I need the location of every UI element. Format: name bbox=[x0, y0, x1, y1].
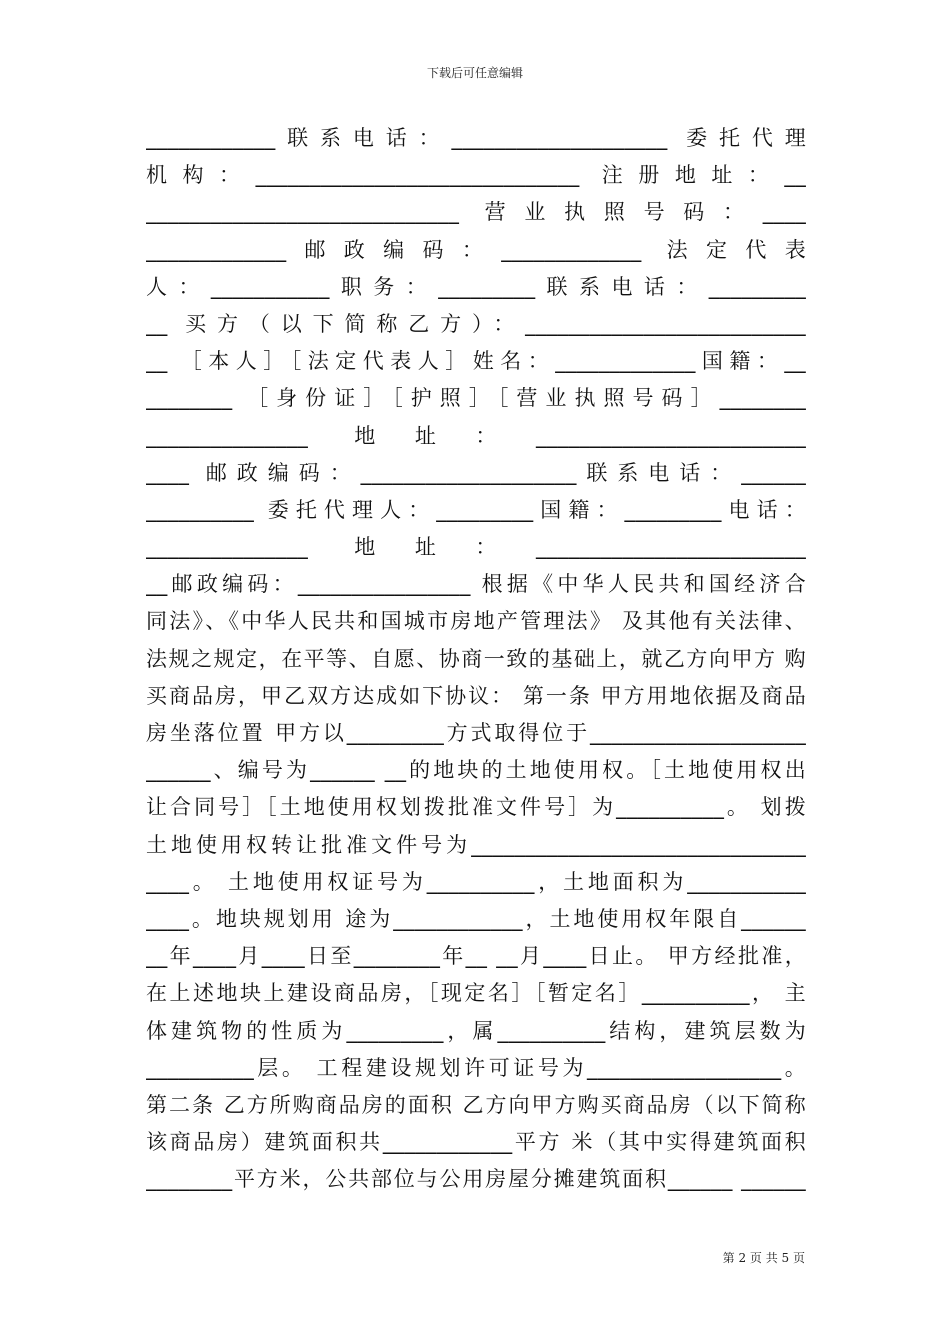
text-line: __________层。 工程建设规划许可证号为__________________。 bbox=[146, 1055, 806, 1080]
text-line: ____ 邮政编码：____________________联系电话：______ bbox=[146, 460, 806, 485]
text-line: ____________联系电话：____________________ 委托代理 bbox=[146, 126, 806, 150]
text-line: _____________________________ 营业执照号码：____ bbox=[146, 200, 806, 225]
text-line: _______________ 地址：_________________________ bbox=[146, 535, 806, 560]
contract-body bbox=[146, 120, 806, 1198]
text-line: _____________邮政编码：_____________ 法定代表 bbox=[146, 237, 806, 262]
text-line: 在上述地块上建设商品房，［现定名］［暂定名］__________， 主 bbox=[146, 981, 806, 1006]
text-line: ______、编号为______ __的地块的土地使用权。［土地使用权出 bbox=[146, 758, 806, 783]
page-footer: 第 2 页 共 5 页 bbox=[722, 1251, 805, 1265]
text-line: ________平方米，公共部位与公用房屋分摊建筑面积______ ______ bbox=[146, 1167, 806, 1192]
text-line: 第二条 乙方所购商品房的面积 乙方向甲方购买商品房（以下简称 bbox=[146, 1092, 806, 1117]
text-line: ____。地块规划用 途为____________，土地使用权年限自______ bbox=[146, 906, 806, 931]
text-line: 该商品房）建筑面积共____________平方 米（其中实得建筑面积 bbox=[146, 1130, 806, 1155]
text-line: 土地使用权转让批准文件号为_______________________________ bbox=[146, 832, 806, 857]
page-header: 下载后可任意编辑 bbox=[426, 66, 523, 80]
text-line: 机构：______________________________ 注册地址：__ bbox=[146, 163, 806, 188]
text-line: 体建筑物的性质为_________，属__________结构，建筑层数为 bbox=[146, 1018, 806, 1043]
text-line: __________ 委托代理人：_________国籍：_________电话： bbox=[146, 497, 806, 522]
text-line: 同法》、《中华人民共和国城市房地产管理法》 及其他有关法律、 bbox=[146, 609, 806, 634]
text-line: ____。 土地使用权证号为__________，土地面积为___________ bbox=[146, 869, 806, 894]
text-line: 法规之规定，在平等、自愿、协商一致的基础上，就乙方向甲方 购 bbox=[146, 646, 806, 671]
text-line: ________ ［身份证］［护照］［营业执照号码］________ bbox=[146, 386, 806, 411]
text-line: 买商品房，甲乙双方达成如下协议： 第一条 甲方用地依据及商品 bbox=[146, 683, 806, 708]
text-line: __ 买方（以下简称乙方）：__________________________ bbox=[146, 311, 806, 336]
text-line: _______________ 地址：_________________________ bbox=[146, 423, 806, 448]
text-line: __年____月____日至________年__ __月____日止。 甲方经批准， bbox=[146, 944, 806, 969]
text-line: 人：___________职务：_________联系电话：_________ bbox=[146, 274, 806, 299]
text-line: __邮政编码：________________ 根据《中华人民共和国经济合 bbox=[146, 572, 806, 597]
text-line: 让合同号］［土地使用权划拨批准文件号］为__________。 划拨 bbox=[146, 795, 806, 820]
text-line: 房坐落位置 甲方以_________方式取得位于____________________ bbox=[146, 721, 806, 745]
text-line: __ ［本人］［法定代表人］姓名：_____________国籍：__ bbox=[146, 349, 806, 374]
